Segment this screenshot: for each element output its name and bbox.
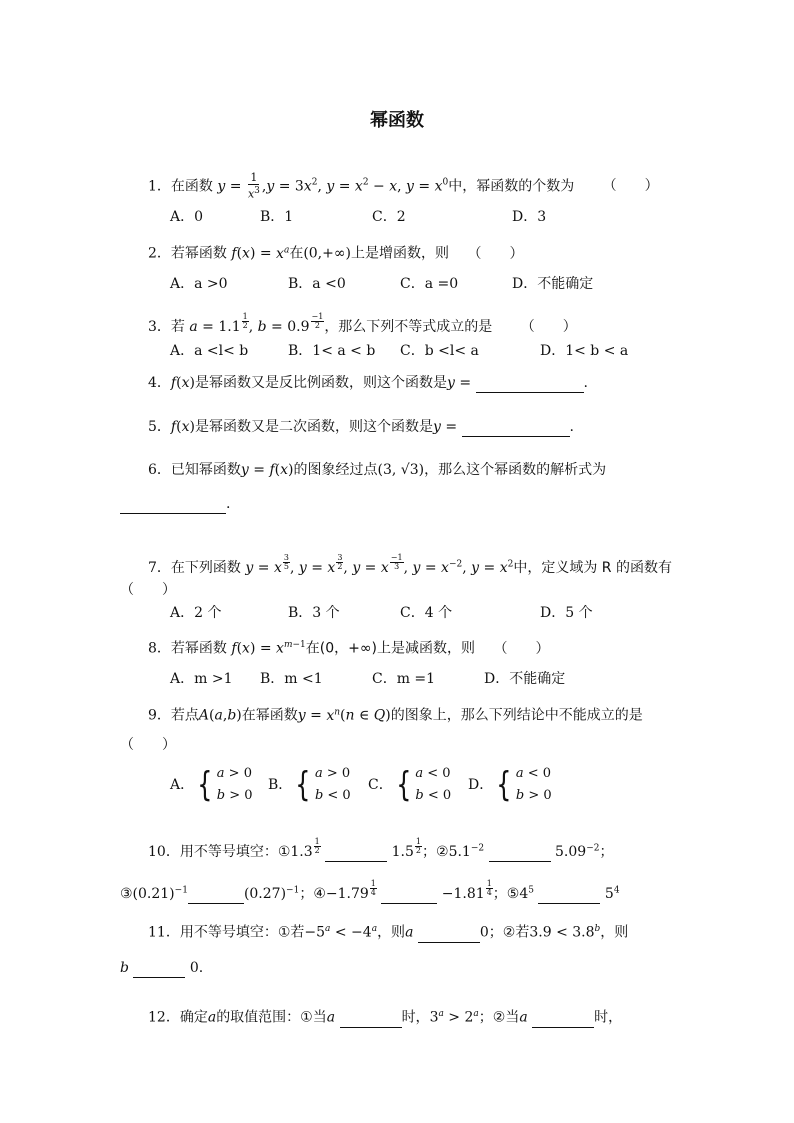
question-10: 10．用不等号填空：①1.3 $\frac{1}{2}$ 1.5 $\frac{1}{2}$ ；$②5.1^{-2}$ $5.09^{-2}$；: [148, 837, 614, 860]
question-9: 9．若点A(a,b)在幂函数$y = x^n(n$ ∈ Q)的图象上，那么下列结论中不能成立的是: [148, 707, 643, 724]
q8-option-c: C．m =1: [372, 671, 436, 687]
q1-option-d: D．3: [512, 209, 547, 225]
question-2: 2．若幂函数 $f(x) = x^a$在(0,+∞)上是增函数，则 （ ）: [148, 245, 524, 262]
question-7: 7．在下列函数 y = x $\frac{3}{5}$ , y = x $\frac{3}{2}$ , y = x $\frac{-1}{3}$ , $y = x^{-2}$, $y = x^2$中，定义域为 R 的函数有: [148, 553, 672, 576]
q9-option-b: B． { a > 0 b < 0: [268, 765, 351, 805]
question-9-paren: （ ）: [120, 737, 176, 753]
q2-option-c: C．a =0: [400, 276, 459, 292]
question-6-answer-line: .: [120, 494, 230, 514]
q8-option-d: D．不能确定: [484, 671, 566, 687]
q7-option-b: B．3 个: [288, 605, 340, 621]
q1-option-c: C．2: [372, 209, 406, 225]
question-7-paren: （ ）: [120, 582, 176, 598]
q2-option-d: D．不能确定: [512, 276, 594, 292]
answer-blank[interactable]: [418, 928, 480, 943]
answer-blank[interactable]: [489, 847, 551, 862]
question-12: 12．确定a的取值范围：①当a 时，$3^a > 2^a$；②当a 时，: [148, 1009, 623, 1026]
q9-option-d: D． { a < 0 b > 0: [468, 765, 552, 805]
q2-option-a: A．a >0: [170, 276, 228, 292]
page-title: 幂函数: [370, 110, 424, 131]
answer-blank[interactable]: [120, 499, 226, 514]
question-8: 8．若幂函数 $f(x) = x^{m-1}$在(0，+∞)上是减函数，则 （ ）: [148, 640, 550, 657]
q2-option-b: B．a <0: [288, 276, 346, 292]
q9-option-a: A． { a > 0 b > 0: [170, 765, 253, 805]
answer-blank[interactable]: [325, 847, 387, 862]
q7-option-a: A．2 个: [170, 605, 222, 621]
answer-blank[interactable]: [188, 889, 244, 904]
question-6: 6．已知幂函数y = f(x)的图象经过点(3, √3)，那么这个幂函数的解析式为: [148, 462, 607, 478]
q3-option-c: C．b <l< a: [400, 343, 479, 359]
q3-option-a: A．a <l< b: [170, 343, 249, 359]
question-11-continued: b 0.: [120, 960, 204, 976]
question-4: 4．f(x)是幂函数又是反比例函数，则这个函数是y = .: [148, 375, 588, 391]
q7-option-d: D．5 个: [540, 605, 593, 621]
answer-blank[interactable]: [532, 1013, 594, 1028]
q1-option-b: B．1: [260, 209, 294, 225]
question-3: 3．若 a = 1.1 $\frac{1}{2}$ , b = 0.9 $\frac{-1}{2}$ ，那么下列不等式成立的是 （ ）: [148, 312, 577, 335]
question-1: 1．在函数 y = $\frac{1}{x^3}$ $,y = 3x^2$, $y = x^2 - x$, $y = x^0$中，幂函数的个数为 （ ）: [148, 171, 659, 201]
answer-blank[interactable]: [340, 1013, 402, 1028]
answer-blank[interactable]: [538, 889, 600, 904]
q1-option-a: A．0: [170, 209, 204, 225]
answer-blank[interactable]: [133, 963, 185, 978]
question-5: 5．f(x)是幂函数又是二次函数，则这个函数是y = .: [148, 419, 574, 435]
answer-blank[interactable]: [462, 422, 570, 437]
q3-option-b: B．1< a < b: [288, 343, 376, 359]
q8-option-a: A．m >1: [170, 671, 233, 687]
q7-option-c: C．4 个: [400, 605, 453, 621]
answer-blank[interactable]: [476, 378, 584, 393]
q9-option-c: C． { a < 0 b < 0: [368, 765, 452, 805]
q8-option-b: B．m <1: [260, 671, 323, 687]
q3-option-d: D．1< b < a: [540, 343, 629, 359]
answer-blank[interactable]: [381, 889, 437, 904]
question-11: 11．用不等号填空：①若$-5^a < -4^a$，则a 0；②若3.9 < 3.8$^b$，则: [148, 924, 629, 941]
question-10-continued: $③(0.21)^{-1}$ $(0.27)^{-1}$；④−1.79 $\frac{1}{4}$ −1.81 $\frac{1}{4}$ ；$⑤4^5$ $5^4$: [120, 879, 620, 902]
